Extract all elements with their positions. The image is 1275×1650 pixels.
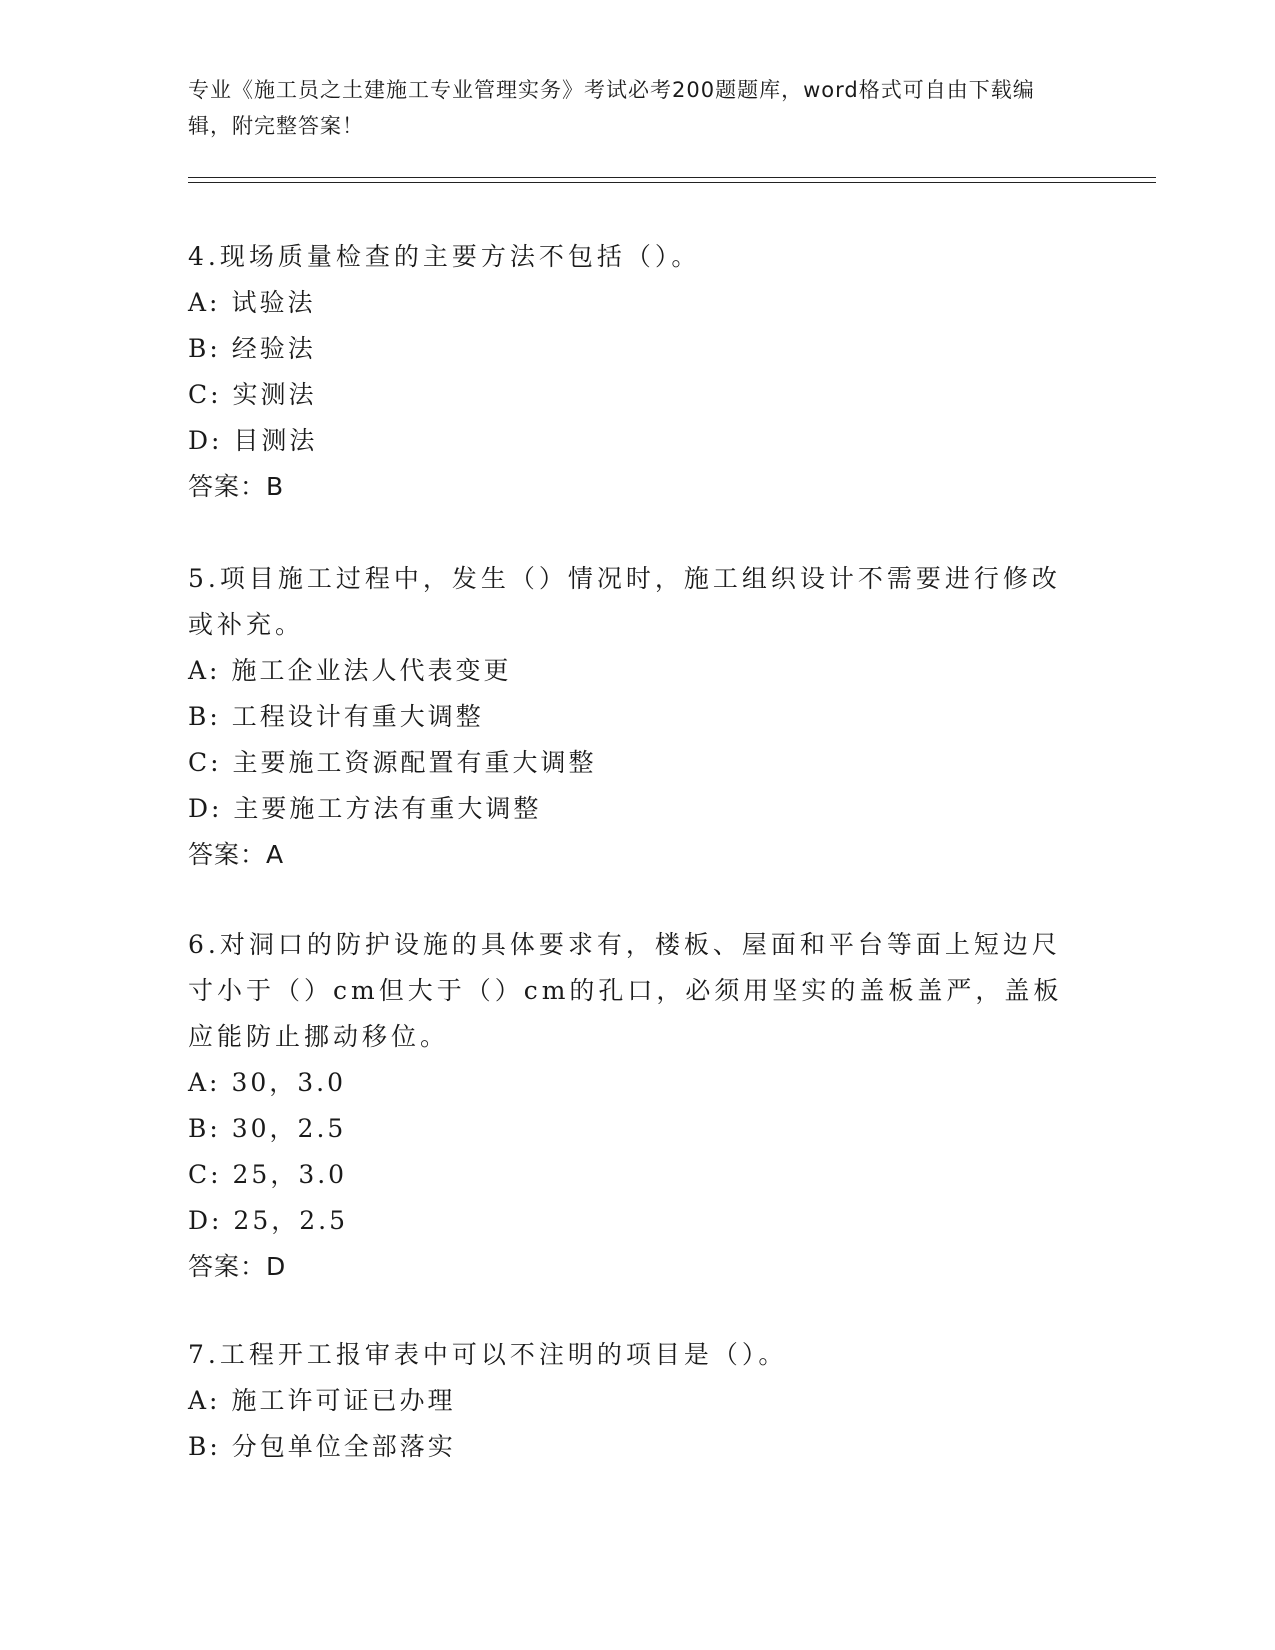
option-text: 30，2.5 <box>231 1114 347 1143</box>
option-text: 实测法 <box>232 380 317 409</box>
option-text: 25，3.0 <box>232 1160 348 1189</box>
option-letter: A: <box>188 1068 221 1097</box>
option-a <box>188 1378 1088 1424</box>
option-text: 分包单位全部落实 <box>231 1432 456 1461</box>
option-d <box>188 418 1088 464</box>
option-b <box>188 1424 1088 1470</box>
option-text: 施工许可证已办理 <box>231 1386 456 1415</box>
document-header: 专业《施工员之土建施工专业管理实务》考试必考200题题库，word格式可自由下载编辑，附完整答案！ <box>188 78 1035 138</box>
question-stem: 4.现场质量检查的主要方法不包括（）。 <box>188 242 701 271</box>
question-6 <box>188 922 1088 1290</box>
option-letter: C: <box>188 1160 222 1189</box>
option-letter: D: <box>188 426 223 455</box>
option-b <box>188 326 1088 372</box>
option-c <box>188 372 1088 418</box>
option-letter: A: <box>188 288 221 317</box>
header-divider-top <box>188 177 1156 178</box>
question-stem: 5.项目施工过程中，发生（）情况时，施工组织设计不需要进行修改或补充。 <box>188 564 1061 639</box>
option-letter: D: <box>188 794 223 823</box>
option-c <box>188 1152 1088 1198</box>
answer-line: 答案：B <box>188 472 285 501</box>
option-b <box>188 694 1088 740</box>
question-stem: 6.对洞口的防护设施的具体要求有，楼板、屋面和平台等面上短边尺寸小于（）cm但大于（）cm的孔口，必须用坚实的盖板盖严，盖板应能防止挪动移位。 <box>188 930 1063 1051</box>
option-letter: B: <box>188 1114 221 1143</box>
option-letter: D: <box>188 1206 223 1235</box>
question-stem: 7.工程开工报审表中可以不注明的项目是（）。 <box>188 1340 788 1369</box>
option-text: 施工企业法人代表变更 <box>231 656 512 685</box>
answer-line: 答案：D <box>188 1252 287 1281</box>
option-letter: B: <box>188 1432 221 1461</box>
option-c <box>188 740 1088 786</box>
option-text: 30，3.0 <box>231 1068 347 1097</box>
option-a <box>188 648 1088 694</box>
option-text: 25，2.5 <box>233 1206 348 1235</box>
option-text: 主要施工方法有重大调整 <box>233 794 542 823</box>
option-text: 试验法 <box>231 288 316 317</box>
option-a <box>188 280 1088 326</box>
answer-line: 答案：A <box>188 840 285 869</box>
option-text: 工程设计有重大调整 <box>231 702 484 731</box>
option-text: 目测法 <box>233 426 318 455</box>
option-a <box>188 1060 1088 1106</box>
option-text: 主要施工资源配置有重大调整 <box>232 748 597 777</box>
option-b <box>188 1106 1088 1152</box>
option-letter: A: <box>188 1386 221 1415</box>
option-letter: C: <box>188 380 222 409</box>
question-5 <box>188 556 1088 878</box>
option-d <box>188 1198 1088 1244</box>
question-4 <box>188 234 1088 510</box>
option-letter: C: <box>188 748 222 777</box>
option-letter: B: <box>188 334 221 363</box>
header-divider-bottom <box>188 182 1156 183</box>
option-text: 经验法 <box>231 334 316 363</box>
option-letter: A: <box>188 656 221 685</box>
option-d <box>188 786 1088 832</box>
option-letter: B: <box>188 702 221 731</box>
question-7 <box>188 1332 1088 1470</box>
